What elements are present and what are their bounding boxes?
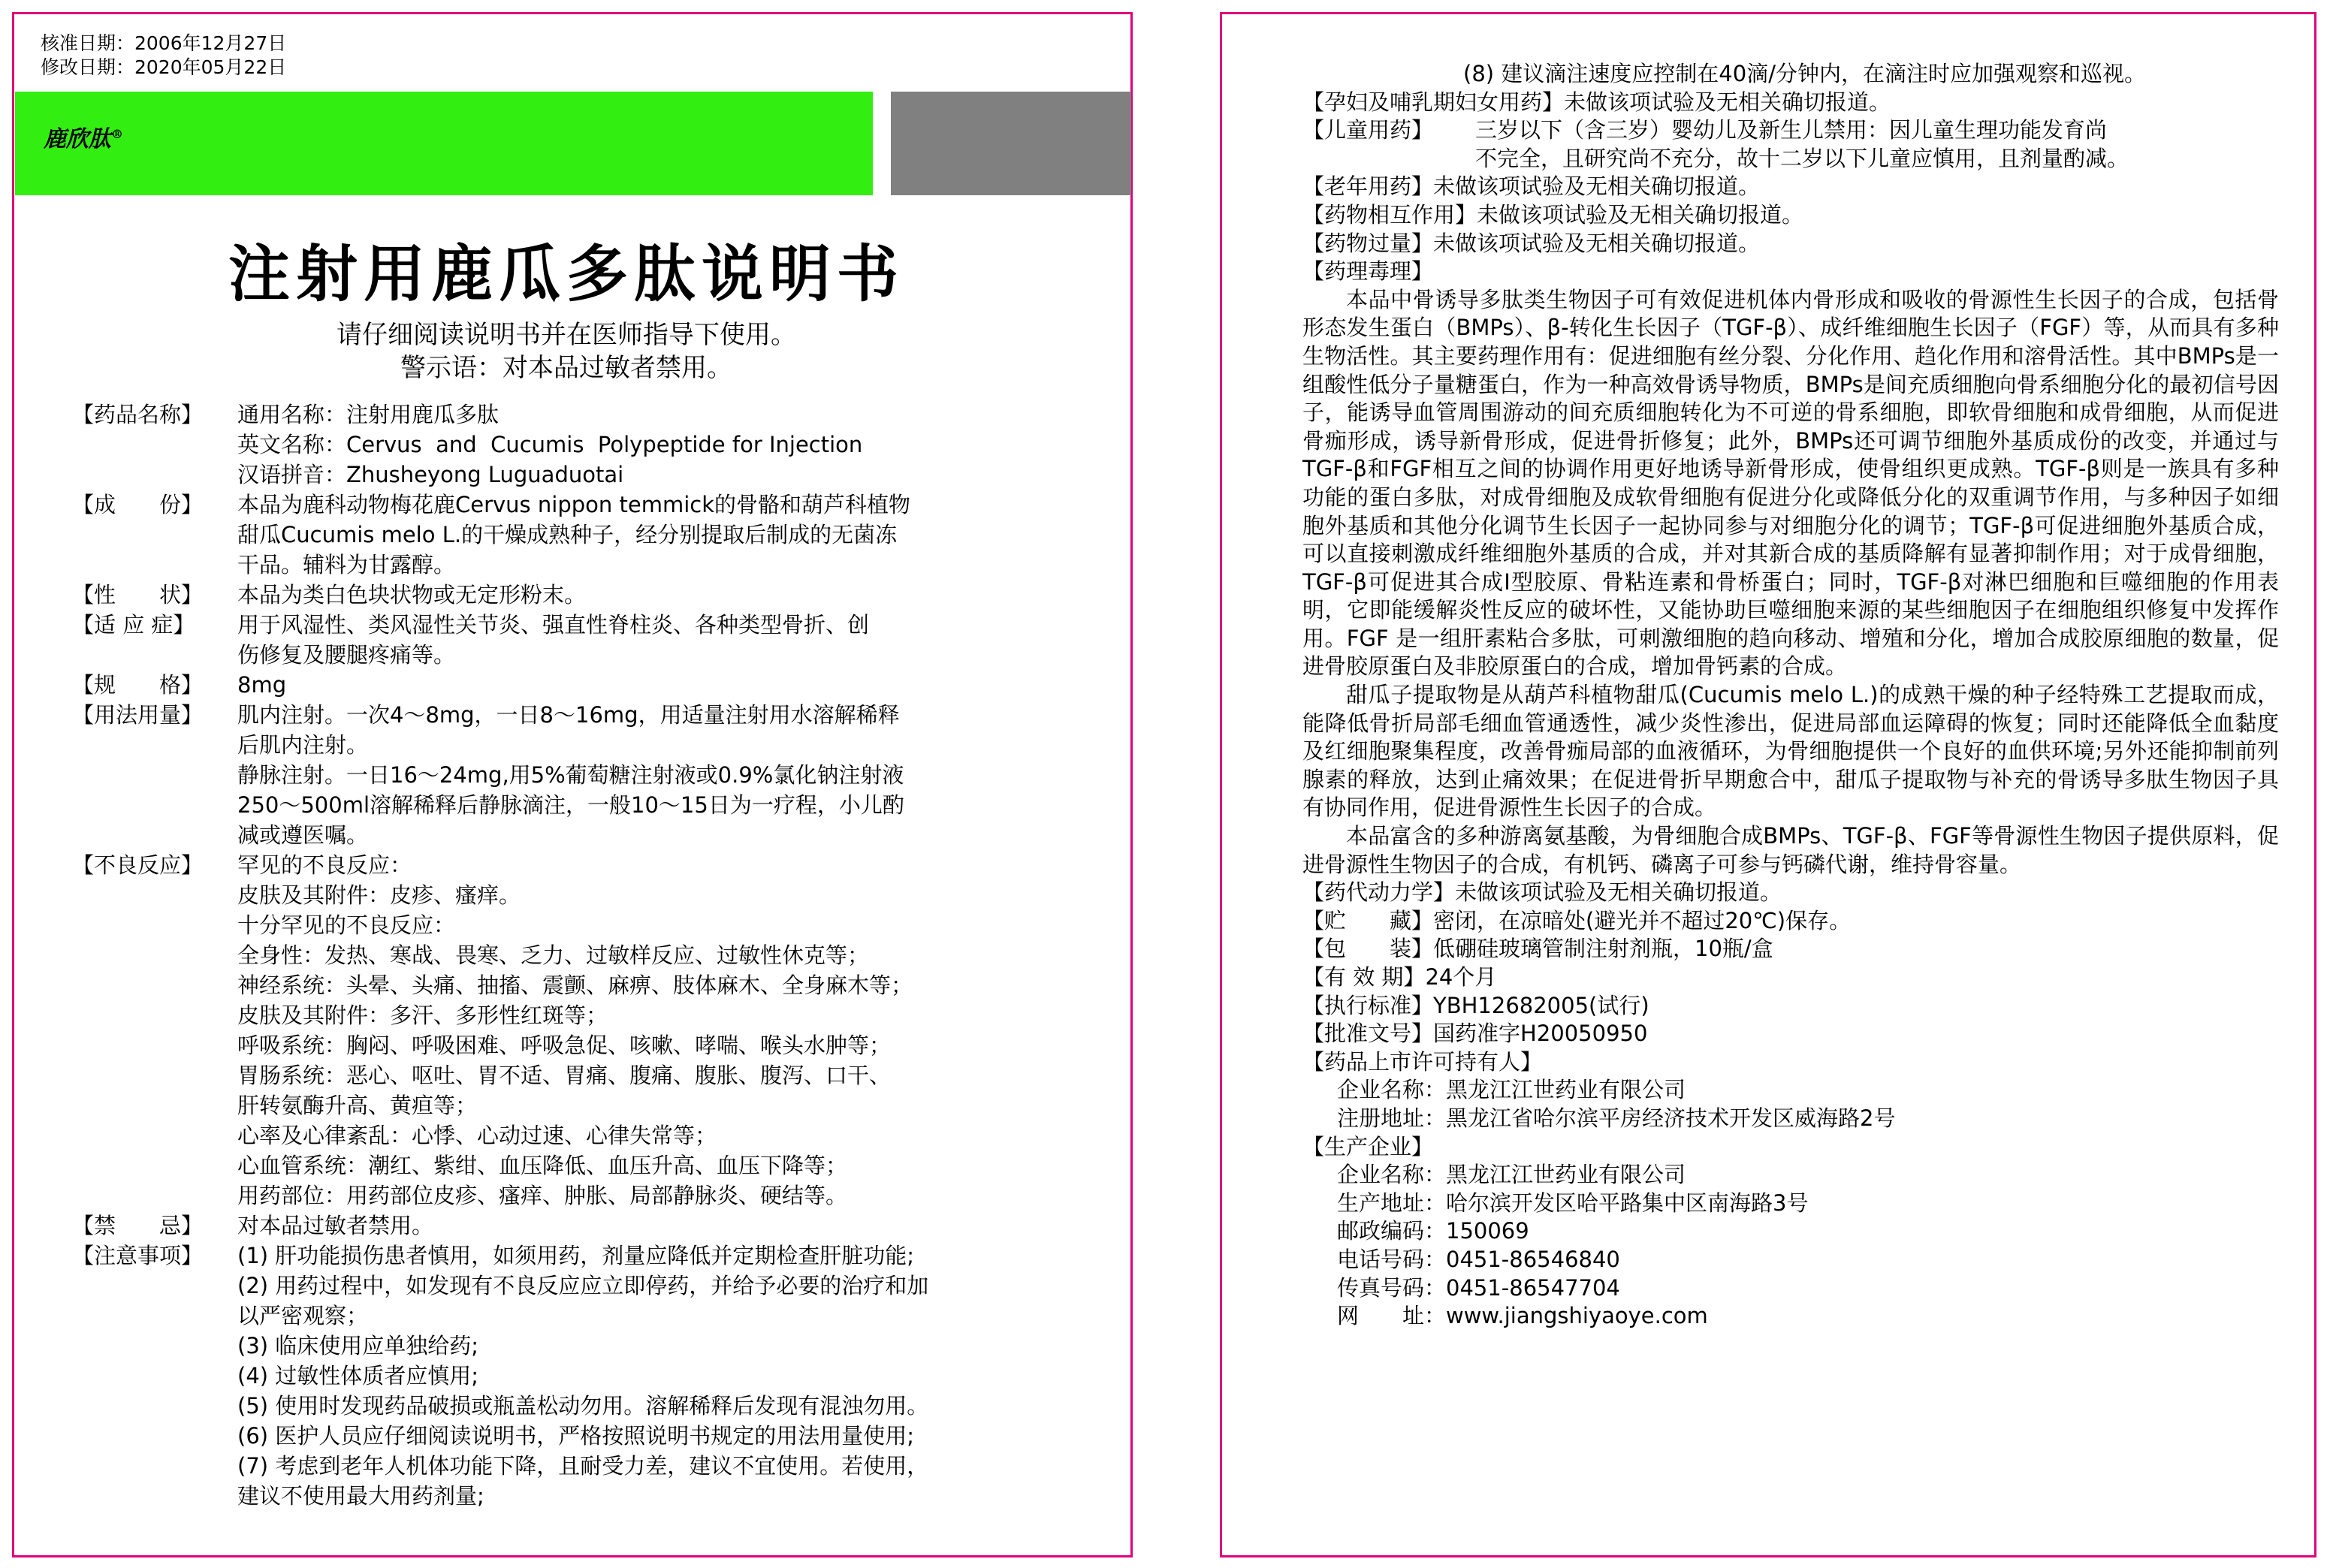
text-line: (5) 使用时发现药品破损或瓶盖松动勿用。溶解稀释后发现有混浊勿用。 <box>237 1393 929 1419</box>
text-line: 伤修复及腰腿疼痛等。 <box>237 642 456 668</box>
section-manufacturer <box>1302 1133 2279 1162</box>
pharmacology-paragraph-3: 本品富含的多种游离氨基酸，为骨细胞合成BMPs、TGF-β、FGF等骨源性生物因子提供原料，促进骨源性生物因子的合成，有机钙、磷离子可参与钙磷代谢，维持骨容量。 <box>1302 823 2279 877</box>
subtitle-warning: 警示语：对本品过敏者禁用。 <box>400 353 732 383</box>
text-line: 干品。辅料为甘露醇。 <box>237 552 456 577</box>
text-line: 皮肤及其附件：多汗、多形性红斑等； <box>237 1003 608 1028</box>
text-line: 8mg <box>237 672 287 698</box>
text-line: 对本品过敏者禁用。 <box>237 1213 434 1238</box>
section-package <box>1302 935 2279 963</box>
brand-logo <box>44 120 123 153</box>
section-label: 【药物相互作用】 <box>1302 201 1477 228</box>
holder-address: 注册地址：黑龙江省哈尔滨平房经济技术开发区威海路2号 <box>1337 1105 1896 1131</box>
text-line: 后肌内注射。 <box>237 732 369 758</box>
registered-mark: ® <box>111 127 123 141</box>
section-text: 低硼硅玻璃管制注射剂瓶，10瓶/盒 <box>1433 936 1773 962</box>
section-label: 【适 应 症】 <box>72 612 195 638</box>
text-line: 全身性：发热、寒战、畏寒、乏力、过敏样反应、过敏性休克等； <box>237 942 870 968</box>
text-line: 英文名称：Cervus and Cucumis Polypeptide for Injection <box>237 432 863 457</box>
section-contraindications <box>72 1211 1086 1241</box>
section-text: 密闭，在凉暗处(避光并不超过20℃)保存。 <box>1433 907 1852 933</box>
text-line: 心血管系统：潮红、紫绀、血压降低、血压升高、血压下降等； <box>237 1153 848 1178</box>
text-line: 建议不使用最大用药剂量; <box>237 1483 484 1509</box>
section-label: 【注意事项】 <box>72 1243 204 1268</box>
section-text: 未做该项试验及无相关确切报道。 <box>1564 89 1891 115</box>
section-geriatric <box>1302 173 2279 201</box>
section-precautions <box>72 1241 1086 1511</box>
text-line: 三岁以下（含三岁）婴幼儿及新生儿禁用：因儿童生理功能发育尚 <box>1475 117 2108 143</box>
text-line: (7) 考虑到老年人机体功能下降，且耐受力差，建议不宜使用。若使用， <box>237 1453 929 1479</box>
text-line: 通用名称：注射用鹿瓜多肽 <box>237 402 500 427</box>
postal-code: 邮政编码：150069 <box>1337 1218 1529 1244</box>
section-pharmacokinetics <box>1302 879 2279 907</box>
text-line: 心率及心律紊乱：心悸、心动过速、心律失常等； <box>237 1123 717 1148</box>
section-text: 未做该项试验及无相关确切报道。 <box>1477 201 1804 228</box>
left-sections <box>72 400 1086 1511</box>
text-line: 汉语拼音：Zhusheyong Luguaduotai <box>237 462 624 487</box>
approve-date: 核准日期：2006年12月27日 <box>41 32 287 54</box>
text-line: 本品为类白色块状物或无定形粉末。 <box>237 582 587 608</box>
text-line: 不完全，且研究尚不充分，故十二岁以下儿童应慎用，且剂量酌减。 <box>1475 145 2129 171</box>
section-label: 【包 装】 <box>1302 936 1434 962</box>
section-text: 未做该项试验及无相关确切报道。 <box>1455 879 1782 906</box>
text-line: 以严密观察； <box>237 1303 369 1328</box>
manufacturer-name: 企业名称：黑龙江江世药业有限公司 <box>1337 1162 1686 1188</box>
text-line: (6) 医护人员应仔细阅读说明书，严格按照说明书规定的用法用量使用; <box>237 1423 915 1449</box>
section-text: YBH12682005(试行) <box>1433 992 1649 1018</box>
section-text: 24个月 <box>1425 964 1497 990</box>
website: 网 址：www.jiangshiyaoye.com <box>1337 1303 1708 1329</box>
section-label: 【老年用药】 <box>1302 173 1434 200</box>
text-line: (3) 临床使用应单独给药; <box>237 1333 479 1358</box>
section-label: 【药物过量】 <box>1302 230 1434 256</box>
logo-text: 鹿欣肽 <box>44 126 111 152</box>
text-line: 神经系统：头晕、头痛、抽搐、震颤、麻痹、肢体麻木、全身麻木等； <box>237 972 913 998</box>
text-line: 十分罕见的不良反应： <box>237 912 456 938</box>
section-drug-name <box>72 400 1086 490</box>
text-line: 肌内注射。一次4～8mg，一日8～16mg，用适量注射用水溶解稀释 <box>237 702 900 728</box>
text-line: 罕见的不良反应： <box>237 852 412 878</box>
phone-number: 电话号码：0451-86546840 <box>1337 1246 1620 1272</box>
precaution-continued: (8) 建议滴注速度应控制在40滴/分钟内，在滴注时应加强观察和巡视。 <box>1463 61 2146 86</box>
section-interactions <box>1302 201 2279 230</box>
section-pharmacology-label <box>1302 258 2279 286</box>
section-label: 【禁 忌】 <box>72 1213 204 1238</box>
fax-number: 传真号码：0451-86547704 <box>1337 1274 1620 1301</box>
text-line: 皮肤及其附件：皮疹、瘙痒。 <box>237 882 521 908</box>
section-label: 【成 份】 <box>72 492 204 517</box>
section-label: 【药代动力学】 <box>1302 879 1456 906</box>
text-line: 减或遵医嘱。 <box>237 822 369 848</box>
section-pregnancy <box>1302 89 2279 117</box>
section-properties <box>72 580 1086 610</box>
grey-banner <box>891 92 1131 195</box>
text-line: 用于风湿性、类风湿性关节炎、强直性脊柱炎、各种类型骨折、创 <box>237 612 870 638</box>
manufacturer-address: 生产地址：哈尔滨开发区哈平路集中区南海路3号 <box>1337 1190 1809 1216</box>
section-license-holder <box>1302 1048 2279 1077</box>
section-approval-number <box>1302 1020 2279 1048</box>
section-label: 【生产企业】 <box>1302 1133 1434 1159</box>
section-text: 未做该项试验及无相关确切报道。 <box>1433 230 1761 256</box>
text-line: 用药部位：用药部位皮疹、瘙痒、肿胀、局部静脉炎、硬结等。 <box>237 1183 848 1208</box>
section-label: 【药品上市许可持有人】 <box>1302 1048 1543 1075</box>
section-label: 【用法用量】 <box>72 702 204 728</box>
section-pediatric <box>1302 116 2279 173</box>
section-composition <box>72 490 1086 580</box>
text-line: (1) 肝功能损伤患者慎用，如须用药，剂量应降低并定期检查肝脏功能; <box>237 1243 915 1268</box>
pharmacology-paragraph-1: 本品中骨诱导多肽类生物因子可有效促进机体内骨形成和吸收的骨源性生长因子的合成，包括骨形态发生蛋白（BMPs）、β-转化生长因子（TGF-β）、成纤维细胞生长因子（FGF）等，从而具有多种生物活性。其主要药理作用有：促进细胞有丝分裂、分化作用、趋化作用和溶骨活性。其中BMPs是一组酸性低分子量糖蛋白，作为一种高效骨诱导物质，BMPs是间充质细胞向骨系细胞分化的最初信号因子，能诱导血管周围游动的间充质细胞转化为不可逆的骨系细胞，即软骨细胞和成骨细胞，从而促进骨痂形成，诱导新骨形成，促进骨折修复；此外，BMPs还可调节细胞外基质成份的改变，并通过与TGF-β和FGF相互之间的协调作用更好地诱导新骨形成，使骨组织更成熟。TGF-β则是一族具有多种功能的蛋白多肽，对成骨细胞及成软骨细胞有促进分化或降低分化的双重调节作用，与多种因子如细胞外基质和其他分化调节生长因子一起协同参与对细胞分化的调节；TGF-β可促进细胞外基质合成，可以直接刺激成纤维细胞外基质的合成，并对其新合成的基质降解有显著抑制作用；对于成骨细胞，TGF-β可促进其合成I型胶原、骨粘连素和骨桥蛋白；同时，TGF-β对淋巴细胞和巨噬细胞的作用表明，它即能缓解炎性反应的破坏性，又能协助巨噬细胞来源的某些细胞因子在细胞组织修复中发挥作用。FGF 是一组肝素粘合多肽，可刺激细胞的趋向移动、增殖和分化，增加合成胶原细胞的数量，促进骨胶原蛋白及非胶原蛋白的合成，增加骨钙素的合成。 <box>1302 286 2279 680</box>
holder-name: 企业名称：黑龙江江世药业有限公司 <box>1337 1077 1686 1103</box>
section-label: 【药品名称】 <box>72 402 204 427</box>
text-line: 胃肠系统：恶心、呕吐、胃不适、胃痛、腹痛、腹胀、腹泻、口干、 <box>237 1063 892 1088</box>
section-label: 【孕妇及哺乳期妇女用药】 <box>1302 89 1565 115</box>
text-line: 本品为鹿科动物梅花鹿Cervus nippon temmick的骨骼和葫芦科植物 <box>237 492 910 517</box>
text-line: 呼吸系统：胸闷、呼吸困难、呼吸急促、咳嗽、哮喘、喉头水肿等； <box>237 1033 892 1058</box>
document-title: 注射用鹿瓜多肽说明书 <box>228 239 904 310</box>
date-block <box>41 32 286 80</box>
section-label: 【有 效 期】 <box>1302 964 1426 990</box>
right-sections <box>1302 60 2279 1331</box>
section-validity <box>1302 963 2279 992</box>
section-adverse-reactions <box>72 850 1086 1211</box>
section-storage <box>1302 907 2279 936</box>
section-specification <box>72 670 1086 700</box>
text-line: 甜瓜Cucumis melo L.的干燥成熟种子，经分别提取后制成的无菌冻 <box>237 522 898 547</box>
section-label: 【儿童用药】 <box>1302 117 1434 143</box>
green-banner <box>15 92 873 195</box>
section-label: 【药理毒理】 <box>1302 258 1434 285</box>
text-line: (4) 过敏性体质者应慎用; <box>237 1363 479 1389</box>
section-dosage <box>72 700 1086 850</box>
section-label: 【不良反应】 <box>72 852 204 878</box>
text-line: 肝转氨酶升高、黄疸等； <box>237 1093 478 1118</box>
section-label: 【性 状】 <box>72 582 204 608</box>
pharmacology-paragraph-2: 甜瓜子提取物是从葫芦科植物甜瓜(Cucumis melo L.)的成熟干燥的种子经特殊工艺提取而成，能降低骨折局部毛细血管通透性，减少炎性渗出，促进局部血运障碍的恢复；同时还能降低全血黏度及红细胞聚集程度，改善骨痂局部的血液循环，为骨细胞提供一个良好的血供环境;另外还能抑制前列腺素的释放，达到止痛效果；在促进骨折早期愈合中，甜瓜子提取物与补充的骨诱导多肽生物因子具有协同作用，促进骨源性生长因子的合成。 <box>1302 682 2279 821</box>
text-line: 静脉注射。一日16～24mg,用5%葡萄糖注射液或0.9%氯化钠注射液 <box>237 762 904 788</box>
section-standard <box>1302 992 2279 1021</box>
text-line: 250～500ml溶解稀释后静脉滴注，一般10～15日为一疗程，小儿酌 <box>237 792 904 818</box>
section-label: 【贮 藏】 <box>1302 907 1434 933</box>
text-line: (2) 用药过程中，如发现有不良反应应立即停药，并给予必要的治疗和加 <box>237 1273 929 1298</box>
section-label: 【批准文号】 <box>1302 1021 1434 1047</box>
section-label: 【规 格】 <box>72 672 204 698</box>
section-indications <box>72 610 1086 670</box>
subtitle-instruction: 请仔细阅读说明书并在医师指导下使用。 <box>337 320 796 350</box>
section-label: 【执行标准】 <box>1302 992 1434 1018</box>
section-text: 国药准字H20050950 <box>1433 1021 1648 1047</box>
section-text: 未做该项试验及无相关确切报道。 <box>1433 173 1761 200</box>
section-overdose <box>1302 230 2279 258</box>
modify-date: 修改日期：2020年05月22日 <box>41 56 287 78</box>
